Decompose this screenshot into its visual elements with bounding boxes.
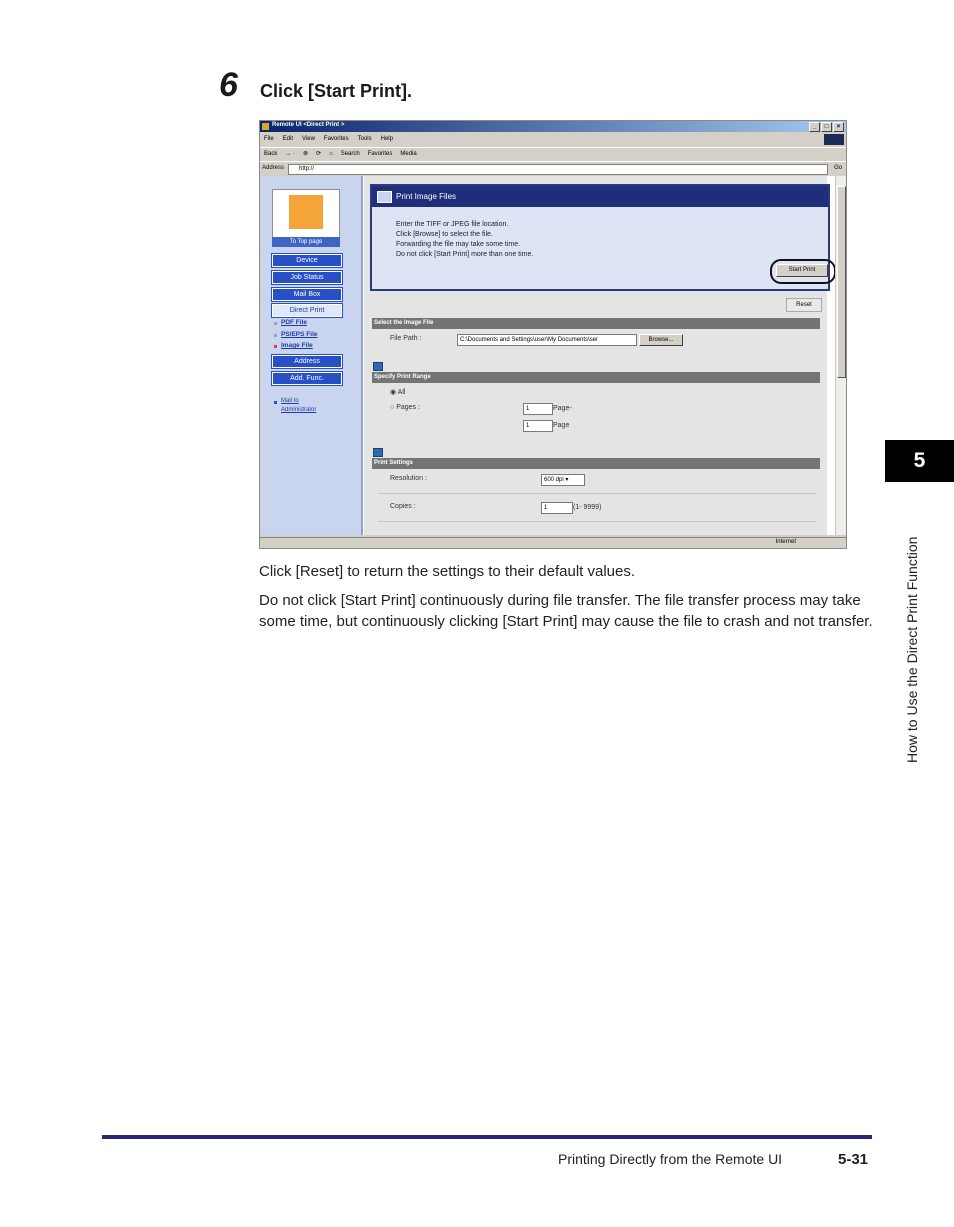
sidebar-item-mail-box[interactable]: Mail Box [272, 288, 342, 301]
device-logo [272, 189, 340, 241]
address-input[interactable]: http:// [288, 164, 828, 175]
mail-to-link[interactable]: Mail to [281, 398, 299, 404]
address-label: Address [262, 165, 285, 171]
instruction-line: Click [Browse] to select the file. [396, 231, 493, 238]
print-image-panel [370, 184, 830, 291]
sidebar-item-job-status[interactable]: Job Status [272, 271, 342, 284]
resolution-select[interactable]: 600 dpi ▾ [541, 474, 585, 486]
highlight-circle [770, 259, 835, 284]
range-pages-label: Pages : [396, 404, 420, 411]
menu-tools[interactable]: Tools [357, 136, 372, 142]
panel-title: Print Image Files [396, 192, 457, 201]
chapter-side-label: How to Use the Direct Print Function [904, 536, 920, 763]
go-button[interactable]: Go [833, 165, 842, 171]
to-top-icon[interactable] [373, 362, 383, 371]
page-from-input[interactable]: 1 [523, 403, 553, 415]
step-title: Click [Start Print]. [260, 81, 413, 101]
windows-logo-icon [824, 134, 844, 145]
footer-section: Printing Directly from the Remote UI [558, 1151, 783, 1167]
panel-header [372, 186, 828, 207]
minimize-button[interactable]: _ [809, 122, 820, 132]
sidebar-item-device[interactable]: Device [272, 254, 342, 267]
scrollbar-thumb[interactable] [837, 186, 846, 378]
sidebar [261, 176, 363, 535]
copies-range: (1- 9999) [573, 504, 602, 511]
to-top-page-link[interactable]: To Top page [272, 237, 340, 247]
bullet-icon [274, 334, 277, 337]
browse-button[interactable]: Browse... [639, 334, 683, 346]
back-button[interactable]: Back [264, 151, 278, 157]
bullet-icon [274, 345, 277, 348]
address-bar [260, 161, 846, 176]
main-area [364, 176, 827, 535]
range-all-label: All [397, 389, 406, 396]
instruction-line: Forwarding the file may take some time. [396, 241, 521, 248]
range-pages-radio[interactable]: ○ Pages : [390, 404, 420, 411]
section-print-settings: Print Settings [372, 458, 820, 469]
page-from-suffix: Page- [553, 405, 572, 412]
home-icon[interactable]: ⌂ [329, 151, 333, 157]
menu-file[interactable]: File [264, 136, 274, 142]
copies-label: Copies : [390, 503, 416, 510]
file-path-label: File Path : [390, 335, 422, 342]
window-titlebar [260, 121, 846, 132]
maximize-button[interactable]: □ [821, 122, 832, 132]
close-button[interactable]: × [833, 122, 844, 132]
favorites-button[interactable]: Favorites [367, 151, 393, 157]
menu-favorites[interactable]: Favorites [323, 136, 349, 142]
arrow-icon [274, 401, 277, 404]
copies-input[interactable]: 1 [541, 502, 573, 514]
range-all-radio[interactable]: ◉ All [390, 389, 406, 396]
printer-logo-icon [289, 195, 323, 229]
menu-edit[interactable]: Edit [282, 136, 294, 142]
sidebar-link-ps-eps-file[interactable]: PS/EPS File [281, 331, 318, 338]
step-number: 6 [219, 66, 238, 104]
divider [378, 493, 816, 494]
page-to-input[interactable]: 1 [523, 420, 553, 432]
status-zone: Internet [775, 539, 796, 545]
window-title: Remote UI <Direct Print > [272, 122, 345, 128]
sidebar-item-direct-print[interactable]: Direct Print [272, 304, 342, 317]
search-button[interactable]: Search [340, 151, 360, 157]
reset-button[interactable]: Reset [786, 298, 822, 312]
stop-icon[interactable]: ⊗ [303, 151, 309, 157]
sidebar-link-image-file[interactable]: Image File [281, 342, 313, 349]
toolbar [260, 147, 847, 161]
browser-icon [262, 123, 269, 130]
file-path-input[interactable]: C:\Documents and Settings\user\My Documents\ser [457, 334, 637, 346]
menu-bar [260, 133, 847, 145]
footer-rule [102, 1135, 872, 1139]
instruction-line: Enter the TIFF or JPEG file location. [396, 221, 509, 228]
sidebar-link-pdf-file[interactable]: PDF File [281, 319, 308, 326]
page-to-suffix: Page [553, 422, 570, 429]
sidebar-item-add-func[interactable]: Add. Func. [272, 372, 342, 385]
resolution-value: 600 dpi [544, 477, 564, 483]
paragraph-reset: Click [Reset] to return the settings to their default values. [259, 563, 636, 580]
menu-help[interactable]: Help [380, 136, 393, 142]
status-bar [260, 537, 846, 548]
refresh-icon[interactable]: ⟳ [316, 151, 322, 157]
bullet-icon [274, 322, 277, 325]
section-specify-print-range: Specify Print Range [372, 372, 820, 383]
panel-instructions [396, 220, 533, 260]
divider [378, 521, 816, 522]
print-files-icon [377, 191, 392, 203]
sidebar-item-address[interactable]: Address [272, 355, 342, 368]
mail-to-administrator-link[interactable]: Administrator [281, 407, 317, 413]
paragraph-warning: Do not click [Start Print] continuously during file transfer. The file transfer process may take some time, but continuously clicking [Start Print] may cause the file to crash and not transfer. [259, 592, 873, 630]
media-button[interactable]: Media [400, 151, 417, 157]
instruction-line: Do not click [Start Print] more than one time. [396, 251, 534, 258]
menu-view[interactable]: View [302, 136, 315, 142]
vertical-scrollbar[interactable] [835, 176, 846, 535]
forward-icon[interactable]: → · [285, 151, 296, 157]
page-number: 5-31 [838, 1151, 869, 1168]
page-content [261, 176, 835, 535]
chapter-tab: 5 [885, 440, 954, 482]
start-print-button[interactable]: Start Print [776, 264, 828, 277]
resolution-label: Resolution : [390, 475, 427, 482]
browser-screenshot [259, 120, 847, 549]
to-top-icon[interactable] [373, 448, 383, 457]
section-select-image-file: Select the Image File [372, 318, 820, 329]
